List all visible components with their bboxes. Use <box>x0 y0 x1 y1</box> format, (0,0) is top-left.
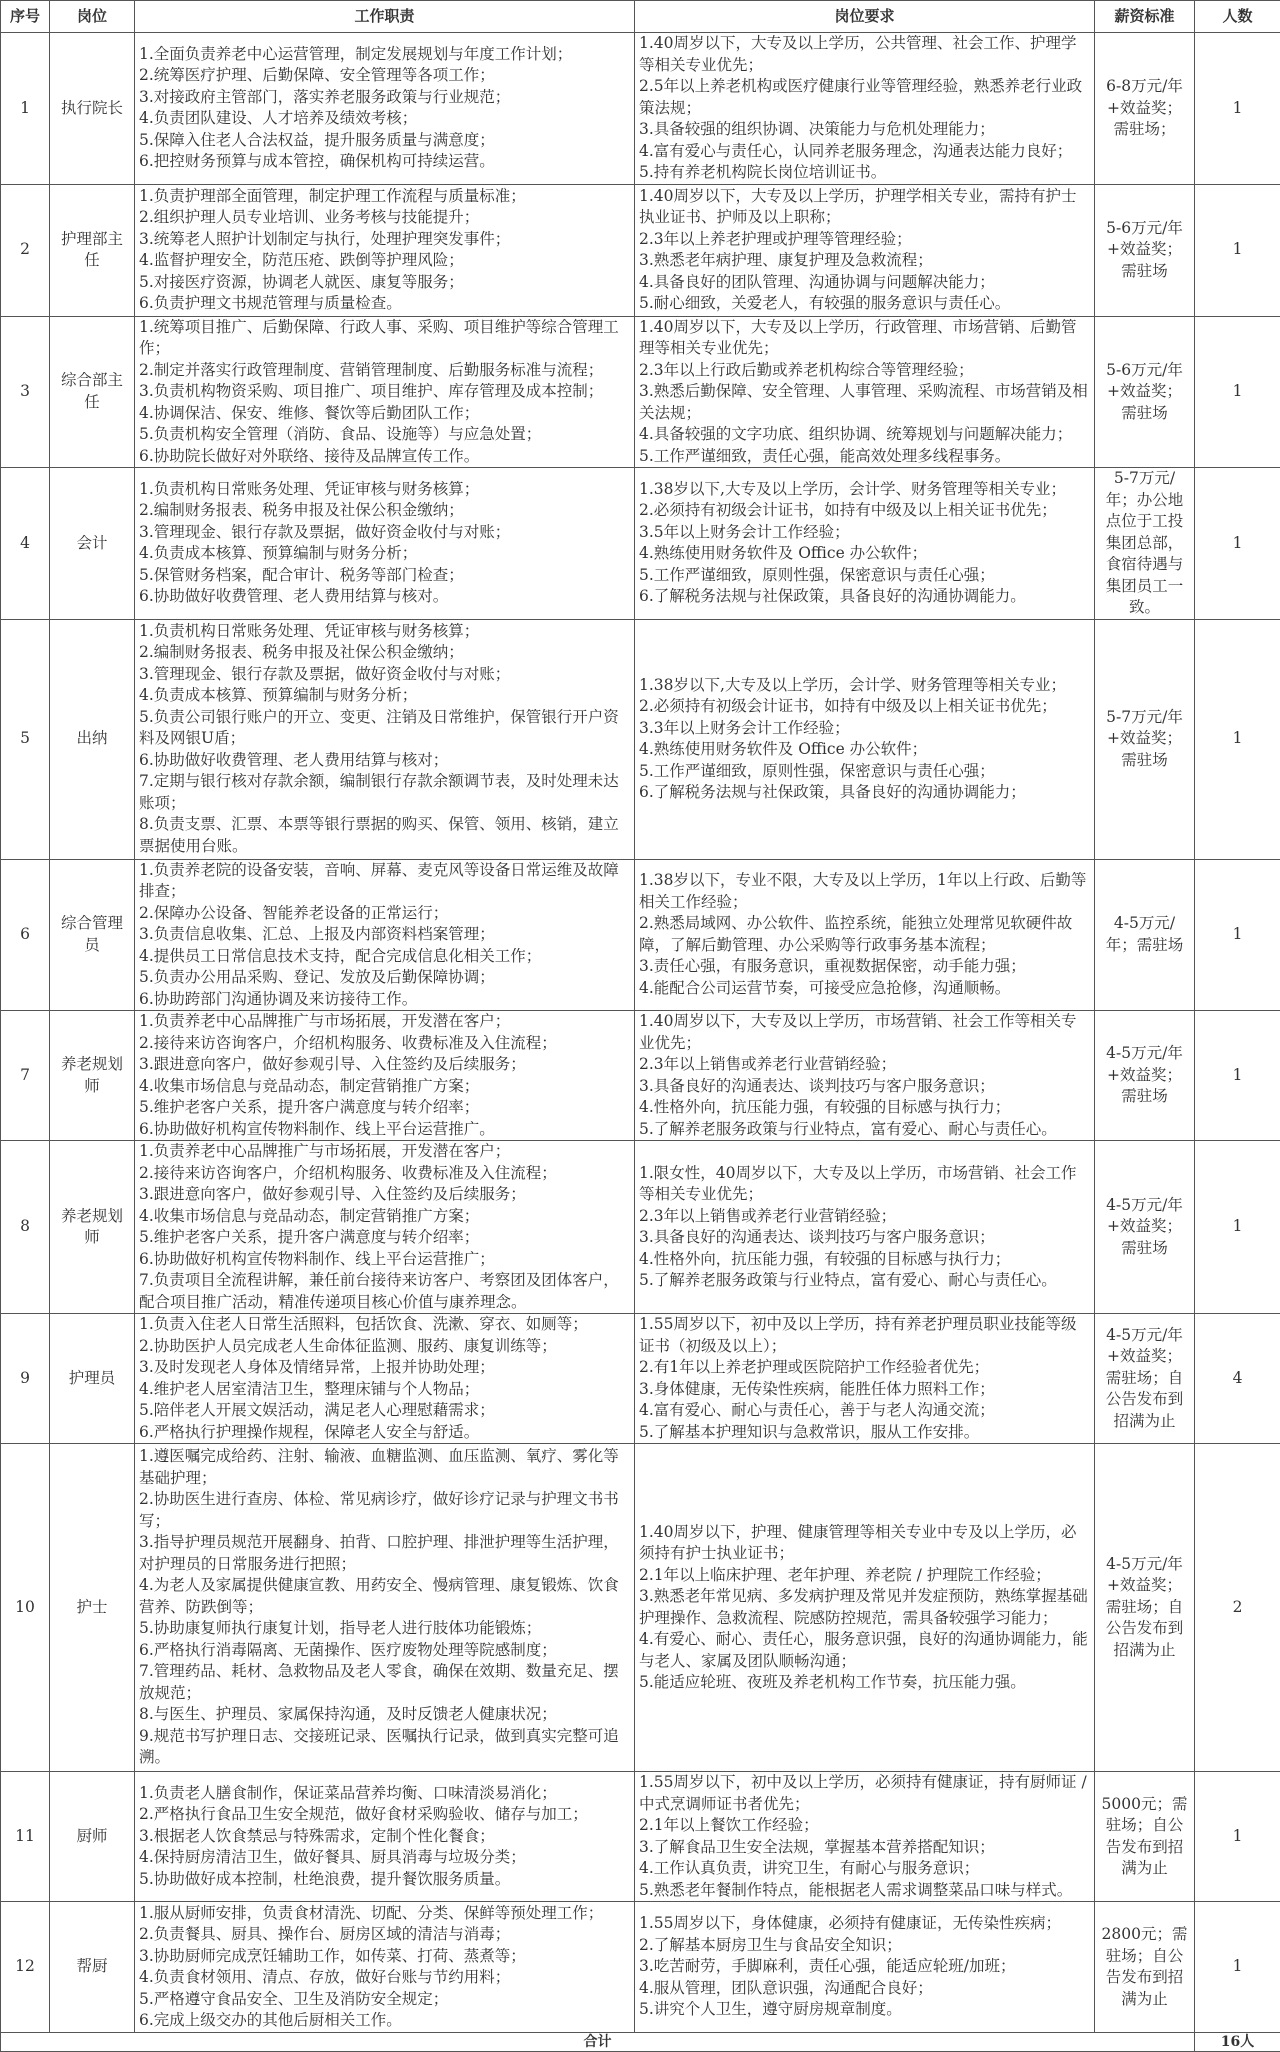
requirements-item: 2.1年以上临床护理、老年护理、养老院 / 护理院工作经验； <box>639 1565 1090 1587</box>
salary-standard: 4-5万元/年；需驻场 <box>1095 859 1195 1011</box>
duties-item: 5.负责机构安全管理（消防、食品、设施等）与应急处置； <box>139 424 630 446</box>
requirements-item: 5.讲究个人卫生，遵守厨房规章制度。 <box>639 1999 1090 2021</box>
duties-cell <box>135 33 635 185</box>
requirements-item: 2.1年以上餐饮工作经验； <box>639 1815 1090 1837</box>
duties-item: 6.协助院长做好对外联络、接待及品牌宣传工作。 <box>139 446 630 468</box>
duties-item: 1.负责老人膳食制作，保证菜品营养均衡、口味清淡易消化； <box>139 1783 630 1805</box>
table-row <box>1 33 1280 185</box>
requirements-cell <box>635 316 1095 468</box>
headcount: 1 <box>1195 1772 1280 1902</box>
duties-item: 1.全面负责养老中心运营管理，制定发展规划与年度工作计划； <box>139 44 630 66</box>
duties-item: 1.统筹项目推广、后勤保障、行政人事、采购、项目维护等综合管理工作； <box>139 317 630 360</box>
salary-standard: 2800元；需驻场；自公告发布到招满为止 <box>1095 1902 1195 2033</box>
salary-standard: 6-8万元/年+效益奖；需驻场； <box>1095 33 1195 185</box>
requirements-cell <box>635 1011 1095 1141</box>
duties-item: 6.协助做好收费管理、老人费用结算与核对； <box>139 750 630 772</box>
duties-item: 2.制定并落实行政管理制度、营销管理制度、后勤服务标准与流程； <box>139 360 630 382</box>
requirements-item: 4.服从管理，团队意识强，沟通配合良好； <box>639 1978 1090 2000</box>
duties-item: 3.跟进意向客户，做好参观引导、入住签约及后续服务； <box>139 1054 630 1076</box>
table-row <box>1 1314 1280 1444</box>
duties-item: 3.指导护理员规范开展翻身、拍背、口腔护理、排泄护理等生活护理，对护理员的日常服务进行把照； <box>139 1532 630 1575</box>
row-number: 7 <box>1 1011 50 1141</box>
requirements-item: 1.38岁以下,大专及以上学历，会计学、财务管理等相关专业； <box>639 479 1090 501</box>
duties-cell <box>135 1902 635 2033</box>
requirements-item: 4.熟练使用财务软件及 Office 办公软件； <box>639 739 1090 761</box>
requirements-item: 4.富有爱心、耐心与责任心，善于与老人沟通交流； <box>639 1400 1090 1422</box>
requirements-item: 5.持有养老机构院长岗位培训证书。 <box>639 162 1090 184</box>
requirements-cell <box>635 859 1095 1011</box>
duties-item: 2.接待来访咨询客户，介绍机构服务、收费标准及入住流程； <box>139 1033 630 1055</box>
headcount: 4 <box>1195 1314 1280 1444</box>
row-number: 5 <box>1 619 50 859</box>
salary-standard: 4-5万元/年+效益奖；需驻场；自公告发布到招满为止 <box>1095 1314 1195 1444</box>
requirements-item: 1.40周岁以下，护理、健康管理等相关专业中专及以上学历，必须持有护士执业证书； <box>639 1522 1090 1565</box>
requirements-cell <box>635 619 1095 859</box>
duties-cell <box>135 1772 635 1902</box>
header-no: 序号 <box>1 1 50 33</box>
duties-item: 5.保障入住老人合法权益，提升服务质量与满意度； <box>139 130 630 152</box>
table-row <box>1 859 1280 1011</box>
position-name: 护士 <box>50 1444 135 1772</box>
salary-standard: 5000元；需驻场；自公告发布到招满为止 <box>1095 1772 1195 1902</box>
requirements-item: 2.熟悉局域网、办公软件、监控系统，能独立处理常见软硬件故障，了解后勤管理、办公采购等行政事务基本流程； <box>639 913 1090 956</box>
requirements-item: 3.熟悉后勤保障、安全管理、人事管理、采购流程、市场营销及相关法规； <box>639 381 1090 424</box>
requirements-item: 2.有1年以上养老护理或医院陪护工作经验者优先； <box>639 1357 1090 1379</box>
duties-cell <box>135 1011 635 1141</box>
position-name: 护理部主任 <box>50 184 135 316</box>
duties-item: 2.协助医生进行查房、体检、常见病诊疗，做好诊疗记录与护理文书书写； <box>139 1489 630 1532</box>
duties-item: 3.协助厨师完成烹饪辅助工作，如传菜、打荷、蒸煮等； <box>139 1946 630 1968</box>
duties-item: 3.根据老人饮食禁忌与特殊需求，定制个性化餐食； <box>139 1826 630 1848</box>
salary-standard: 4-5万元/年+效益奖；需驻场 <box>1095 1011 1195 1141</box>
requirements-item: 4.性格外向，抗压能力强，有较强的目标感与执行力； <box>639 1097 1090 1119</box>
salary-standard: 5-7万元/年+效益奖；需驻场 <box>1095 619 1195 859</box>
requirements-item: 2.必须持有初级会计证书，如持有中级及以上相关证书优先； <box>639 500 1090 522</box>
duties-item: 4.收集市场信息与竞品动态，制定营销推广方案； <box>139 1206 630 1228</box>
requirements-item: 1.55周岁以下，初中及以上学历，持有养老护理员职业技能等级证书（初级及以上）； <box>639 1314 1090 1357</box>
requirements-item: 3.5年以上财务会计工作经验； <box>639 522 1090 544</box>
position-name: 养老规划师 <box>50 1141 135 1314</box>
requirements-item: 2.3年以上销售或养老行业营销经验； <box>639 1054 1090 1076</box>
requirements-item: 2.了解基本厨房卫生与食品安全知识； <box>639 1935 1090 1957</box>
requirements-item: 5.熟悉老年餐制作特点，能根据老人需求调整菜品口味与样式。 <box>639 1880 1090 1902</box>
requirements-cell <box>635 184 1095 316</box>
table-header-row <box>1 1 1280 33</box>
duties-item: 7.负责项目全流程讲解，兼任前台接待来访客户、考察团及团体客户，配合项目推广活动，精准传递项目核心价值与康养理念。 <box>139 1270 630 1313</box>
requirements-item: 4.性格外向，抗压能力强，有较强的目标感与执行力； <box>639 1249 1090 1271</box>
duties-item: 5.负责公司银行账户的开立、变更、注销及日常维护，保管银行开户资料及网银U盾； <box>139 707 630 750</box>
salary-standard: 5-7万元/年；办公地点位于工投集团总部，食宿待遇与集团员工一致。 <box>1095 468 1195 620</box>
duties-cell <box>135 1444 635 1772</box>
requirements-item: 4.熟练使用财务软件及 Office 办公软件； <box>639 543 1090 565</box>
table-row <box>1 1011 1280 1141</box>
duties-item: 6.协助跨部门沟通协调及来访接待工作。 <box>139 989 630 1011</box>
row-number: 9 <box>1 1314 50 1444</box>
duties-item: 5.保管财务档案，配合审计、税务等部门检查； <box>139 565 630 587</box>
requirements-item: 1.40周岁以下，大专及以上学历，市场营销、社会工作等相关专业优先； <box>639 1011 1090 1054</box>
duties-item: 7.管理药品、耗材、急救物品及老人零食，确保在效期、数量充足、摆放规范； <box>139 1661 630 1704</box>
row-number: 4 <box>1 468 50 620</box>
position-name: 综合管理员 <box>50 859 135 1011</box>
requirements-cell <box>635 1902 1095 2033</box>
duties-item: 2.接待来访咨询客户，介绍机构服务、收费标准及入住流程； <box>139 1163 630 1185</box>
header-duties: 工作职责 <box>135 1 635 33</box>
duties-item: 3.跟进意向客户，做好参观引导、入住签约及后续服务； <box>139 1184 630 1206</box>
requirements-cell <box>635 468 1095 620</box>
requirements-item: 4.有爱心、耐心、责任心，服务意识强，良好的沟通协调能力，能与老人、家属及团队顺畅沟通； <box>639 1629 1090 1672</box>
duties-item: 3.管理现金、银行存款及票据，做好资金收付与对账； <box>139 664 630 686</box>
headcount: 1 <box>1195 1141 1280 1314</box>
requirements-item: 2.5年以上养老机构或医疗健康行业等管理经验，熟悉养老行业政策法规； <box>639 76 1090 119</box>
requirements-item: 5.耐心细致，关爱老人，有较强的服务意识与责任心。 <box>639 293 1090 315</box>
duties-item: 4.提供员工日常信息技术支持，配合完成信息化相关工作； <box>139 946 630 968</box>
position-name: 执行院长 <box>50 33 135 185</box>
headcount: 1 <box>1195 468 1280 620</box>
duties-item: 3.对接政府主管部门，落实养老服务政策与行业规范； <box>139 87 630 109</box>
duties-item: 2.严格执行食品卫生安全规范，做好食材采购验收、储存与加工； <box>139 1804 630 1826</box>
requirements-item: 3.具备较强的组织协调、决策能力与危机处理能力； <box>639 119 1090 141</box>
requirements-item: 3.3年以上财务会计工作经验； <box>639 718 1090 740</box>
salary-standard: 5-6万元/年+效益奖；需驻场 <box>1095 184 1195 316</box>
requirements-item: 3.熟悉老年病护理、康复护理及急救流程； <box>639 250 1090 272</box>
requirements-item: 1.40周岁以下，大专及以上学历，护理学相关专业，需持有护士执业证书、护师及以上职称； <box>639 186 1090 229</box>
duties-item: 3.负责信息收集、汇总、上报及内部资料档案管理； <box>139 924 630 946</box>
header-position: 岗位 <box>50 1 135 33</box>
duties-cell <box>135 468 635 620</box>
requirements-item: 5.能适应轮班、夜班及养老机构工作节奏，抗压能力强。 <box>639 1672 1090 1694</box>
requirements-item: 2.3年以上行政后勤或养老机构综合等管理经验； <box>639 360 1090 382</box>
row-number: 12 <box>1 1902 50 2033</box>
duties-item: 9.规范书写护理日志、交接班记录、医嘱执行记录，做到真实完整可追溯。 <box>139 1726 630 1769</box>
requirements-item: 3.吃苦耐劳，手脚麻利，责任心强，能适应轮班/加班； <box>639 1956 1090 1978</box>
requirements-item: 3.具备良好的沟通表达、谈判技巧与客户服务意识； <box>639 1227 1090 1249</box>
requirements-cell <box>635 1444 1095 1772</box>
table-row <box>1 184 1280 316</box>
table-row <box>1 468 1280 620</box>
requirements-item: 3.身体健康，无传染性疾病，能胜任体力照料工作； <box>639 1379 1090 1401</box>
requirements-item: 3.熟悉老年常见病、多发病护理及常见并发症预防，熟练掌握基础护理操作、急救流程、院感防控规范，需具备较强学习能力； <box>639 1586 1090 1629</box>
total-row <box>1 2033 1280 2052</box>
duties-item: 1.负责养老院的设备安装，音响、屏幕、麦克风等设备日常运维及故障排查； <box>139 860 630 903</box>
requirements-item: 2.必须持有初级会计证书，如持有中级及以上相关证书优先； <box>639 696 1090 718</box>
headcount: 1 <box>1195 859 1280 1011</box>
requirements-item: 3.了解食品卫生安全法规，掌握基本营养搭配知识； <box>639 1837 1090 1859</box>
requirements-item: 4.工作认真负责，讲究卫生，有耐心与服务意识； <box>639 1858 1090 1880</box>
requirements-item: 5.工作严谨细致，责任心强，能高效处理多线程事务。 <box>639 446 1090 468</box>
row-number: 2 <box>1 184 50 316</box>
requirements-item: 5.工作严谨细致，原则性强，保密意识与责任心强； <box>639 761 1090 783</box>
requirements-item: 6.了解税务法规与社保政策，具备良好的沟通协调能力； <box>639 782 1090 804</box>
requirements-item: 1.限女性，40周岁以下，大专及以上学历，市场营销、社会工作等相关专业优先； <box>639 1163 1090 1206</box>
requirements-item: 3.具备良好的沟通表达、谈判技巧与客户服务意识； <box>639 1076 1090 1098</box>
requirements-cell <box>635 1772 1095 1902</box>
requirements-item: 1.40周岁以下，大专及以上学历，公共管理、社会工作、护理学等相关专业优先； <box>639 33 1090 76</box>
duties-item: 3.管理现金、银行存款及票据，做好资金收付与对账； <box>139 522 630 544</box>
duties-cell <box>135 1141 635 1314</box>
duties-item: 1.服从厨师安排，负责食材清洗、切配、分类、保鲜等预处理工作； <box>139 1903 630 1925</box>
headcount: 1 <box>1195 184 1280 316</box>
table-row <box>1 316 1280 468</box>
salary-standard: 5-6万元/年+效益奖；需驻场 <box>1095 316 1195 468</box>
row-number: 1 <box>1 33 50 185</box>
table-row <box>1 619 1280 859</box>
duties-item: 4.负责食材领用、清点、存放，做好台账与节约用料； <box>139 1967 630 1989</box>
requirements-item: 5.了解养老服务政策与行业特点，富有爱心、耐心与责任心。 <box>639 1119 1090 1141</box>
duties-item: 1.负责机构日常账务处理、凭证审核与财务核算； <box>139 621 630 643</box>
duties-item: 4.维护老人居室清洁卫生，整理床铺与个人物品； <box>139 1379 630 1401</box>
position-name: 综合部主任 <box>50 316 135 468</box>
header-salary: 薪资标准 <box>1095 1 1195 33</box>
table-row <box>1 1141 1280 1314</box>
headcount: 1 <box>1195 1902 1280 2033</box>
duties-item: 3.负责机构物资采购、项目推广、项目维护、库存管理及成本控制； <box>139 381 630 403</box>
duties-item: 2.编制财务报表、税务申报及社保公积金缴纳； <box>139 500 630 522</box>
duties-item: 5.维护老客户关系，提升客户满意度与转介绍率； <box>139 1227 630 1249</box>
requirements-item: 4.具备较强的文字功底、组织协调、统筹规划与问题解决能力； <box>639 424 1090 446</box>
row-number: 10 <box>1 1444 50 1772</box>
duties-item: 5.协助做好成本控制，杜绝浪费，提升餐饮服务质量。 <box>139 1869 630 1891</box>
row-number: 11 <box>1 1772 50 1902</box>
table-body <box>1 33 1280 2033</box>
requirements-item: 4.富有爱心与责任心，认同养老服务理念，沟通表达能力良好； <box>639 141 1090 163</box>
duties-item: 6.协助做好机构宣传物料制作、线上平台运营推广； <box>139 1249 630 1271</box>
duties-item: 8.与医生、护理员、家属保持沟通，及时反馈老人健康状况； <box>139 1704 630 1726</box>
duties-item: 5.陪伴老人开展文娱活动，满足老人心理慰藉需求； <box>139 1400 630 1422</box>
position-name: 会计 <box>50 468 135 620</box>
salary-standard: 4-5万元/年+效益奖；需驻场；自公告发布到招满为止 <box>1095 1444 1195 1772</box>
row-number: 6 <box>1 859 50 1011</box>
requirements-item: 3.责任心强，有服务意识，重视数据保密，动手能力强； <box>639 956 1090 978</box>
requirements-item: 1.38岁以下，专业不限，大专及以上学历，1年以上行政、后勤等相关工作经验； <box>639 870 1090 913</box>
duties-item: 4.负责团队建设、人才培养及绩效考核； <box>139 108 630 130</box>
duties-cell <box>135 316 635 468</box>
duties-cell <box>135 859 635 1011</box>
requirements-cell <box>635 1314 1095 1444</box>
duties-item: 3.及时发现老人身体及情绪异常，上报并协助处理； <box>139 1357 630 1379</box>
duties-item: 6.完成上级交办的其他后厨相关工作。 <box>139 2010 630 2032</box>
duties-item: 6.负责护理文书规范管理与质量检查。 <box>139 293 630 315</box>
duties-item: 6.协助做好收费管理、老人费用结算与核对。 <box>139 586 630 608</box>
duties-item: 7.定期与银行核对存款余额，编制银行存款余额调节表，及时处理未达账项； <box>139 771 630 814</box>
requirements-item: 1.40周岁以下，大专及以上学历，行政管理、市场营销、后勤管理等相关专业优先； <box>639 317 1090 360</box>
position-name: 厨师 <box>50 1772 135 1902</box>
requirements-cell <box>635 1141 1095 1314</box>
duties-item: 5.维护老客户关系，提升客户满意度与转介绍率； <box>139 1097 630 1119</box>
headcount: 1 <box>1195 619 1280 859</box>
duties-item: 1.负责入住老人日常生活照料，包括饮食、洗漱、穿衣、如厕等； <box>139 1314 630 1336</box>
duties-item: 8.负责支票、汇票、本票等银行票据的购买、保管、领用、核销，建立票据使用台账。 <box>139 814 630 857</box>
requirements-item: 1.55周岁以下，身体健康，必须持有健康证，无传染性疾病； <box>639 1913 1090 1935</box>
requirements-item: 5.了解养老服务政策与行业特点，富有爱心、耐心与责任心。 <box>639 1270 1090 1292</box>
duties-item: 5.对接医疗资源，协调老人就医、康复等服务； <box>139 272 630 294</box>
duties-item: 4.收集市场信息与竞品动态，制定营销推广方案； <box>139 1076 630 1098</box>
duties-item: 4.监督护理安全，防范压疮、跌倒等护理风险； <box>139 250 630 272</box>
duties-item: 4.协调保洁、保安、维修、餐饮等后勤团队工作； <box>139 403 630 425</box>
duties-item: 6.协助做好机构宣传物料制作、线上平台运营推广。 <box>139 1119 630 1141</box>
duties-item: 6.严格执行护理操作规程，保障老人安全与舒适。 <box>139 1422 630 1444</box>
duties-cell <box>135 1314 635 1444</box>
duties-cell <box>135 184 635 316</box>
total-count: 16人 <box>1195 2033 1280 2052</box>
requirements-item: 2.3年以上销售或养老行业营销经验； <box>639 1206 1090 1228</box>
duties-cell <box>135 619 635 859</box>
row-number: 3 <box>1 316 50 468</box>
duties-item: 2.协助医护人员完成老人生命体征监测、服药、康复训练等； <box>139 1336 630 1358</box>
row-number: 8 <box>1 1141 50 1314</box>
requirements-item: 5.工作严谨细致，原则性强，保密意识与责任心强； <box>639 565 1090 587</box>
table-row <box>1 1772 1280 1902</box>
requirements-item: 4.具备良好的团队管理、沟通协调与问题解决能力； <box>639 272 1090 294</box>
requirements-item: 2.3年以上养老护理或护理等管理经验； <box>639 229 1090 251</box>
position-name: 护理员 <box>50 1314 135 1444</box>
duties-item: 5.负责办公用品采购、登记、发放及后勤保障协调； <box>139 967 630 989</box>
duties-item: 2.负责餐具、厨具、操作台、厨房区域的清洁与消毒； <box>139 1924 630 1946</box>
duties-item: 5.严格遵守食品安全、卫生及消防安全规定； <box>139 1989 630 2011</box>
duties-item: 1.负责护理部全面管理，制定护理工作流程与质量标准； <box>139 186 630 208</box>
requirements-item: 5.了解基本护理知识与急救常识，服从工作安排。 <box>639 1422 1090 1444</box>
duties-item: 6.把控财务预算与成本管控，确保机构可持续运营。 <box>139 151 630 173</box>
duties-item: 2.编制财务报表、税务申报及社保公积金缴纳； <box>139 642 630 664</box>
requirements-item: 6.了解税务法规与社保政策，具备良好的沟通协调能力。 <box>639 586 1090 608</box>
salary-standard: 4-5万元/年+效益奖；需驻场 <box>1095 1141 1195 1314</box>
duties-item: 2.组织护理人员专业培训、业务考核与技能提升； <box>139 207 630 229</box>
duties-item: 6.严格执行消毒隔离、无菌操作、医疗废物处理等院感制度； <box>139 1640 630 1662</box>
requirements-item: 4.能配合公司运营节奏，可接受应急抢修，沟通顺畅。 <box>639 978 1090 1000</box>
total-label: 合计 <box>1 2033 1195 2052</box>
position-name: 养老规划师 <box>50 1011 135 1141</box>
headcount: 1 <box>1195 316 1280 468</box>
headcount: 1 <box>1195 1011 1280 1141</box>
duties-item: 4.保持厨房清洁卫生，做好餐具、厨具消毒与垃圾分类； <box>139 1847 630 1869</box>
duties-item: 4.负责成本核算、预算编制与财务分析； <box>139 543 630 565</box>
duties-item: 5.协助康复师执行康复计划，指导老人进行肢体功能锻炼； <box>139 1618 630 1640</box>
table-row <box>1 1902 1280 2033</box>
position-name: 出纳 <box>50 619 135 859</box>
headcount: 2 <box>1195 1444 1280 1772</box>
header-requirements: 岗位要求 <box>635 1 1095 33</box>
duties-item: 1.负责养老中心品牌推广与市场拓展，开发潜在客户； <box>139 1141 630 1163</box>
duties-item: 2.保障办公设备、智能养老设备的正常运行； <box>139 903 630 925</box>
duties-item: 4.负责成本核算、预算编制与财务分析； <box>139 685 630 707</box>
requirements-cell <box>635 33 1095 185</box>
duties-item: 1.遵医嘱完成给药、注射、输液、血糖监测、血压监测、氧疗、雾化等基础护理； <box>139 1446 630 1489</box>
duties-item: 1.负责养老中心品牌推广与市场拓展，开发潜在客户； <box>139 1011 630 1033</box>
duties-item: 2.统筹医疗护理、后勤保障、安全管理等各项工作； <box>139 65 630 87</box>
position-name: 帮厨 <box>50 1902 135 2033</box>
duties-item: 4.为老人及家属提供健康宣教、用药安全、慢病管理、康复锻炼、饮食营养、防跌倒等； <box>139 1575 630 1618</box>
header-count: 人数 <box>1195 1 1280 33</box>
duties-item: 1.负责机构日常账务处理、凭证审核与财务核算； <box>139 479 630 501</box>
requirements-item: 1.38岁以下,大专及以上学历，会计学、财务管理等相关专业； <box>639 675 1090 697</box>
requirements-item: 1.55周岁以下，初中及以上学历，必须持有健康证，持有厨师证 / 中式烹调师证书者优先； <box>639 1772 1090 1815</box>
table-row <box>1 1444 1280 1772</box>
duties-item: 3.统筹老人照护计划制定与执行，处理护理突发事件； <box>139 229 630 251</box>
headcount: 1 <box>1195 33 1280 185</box>
